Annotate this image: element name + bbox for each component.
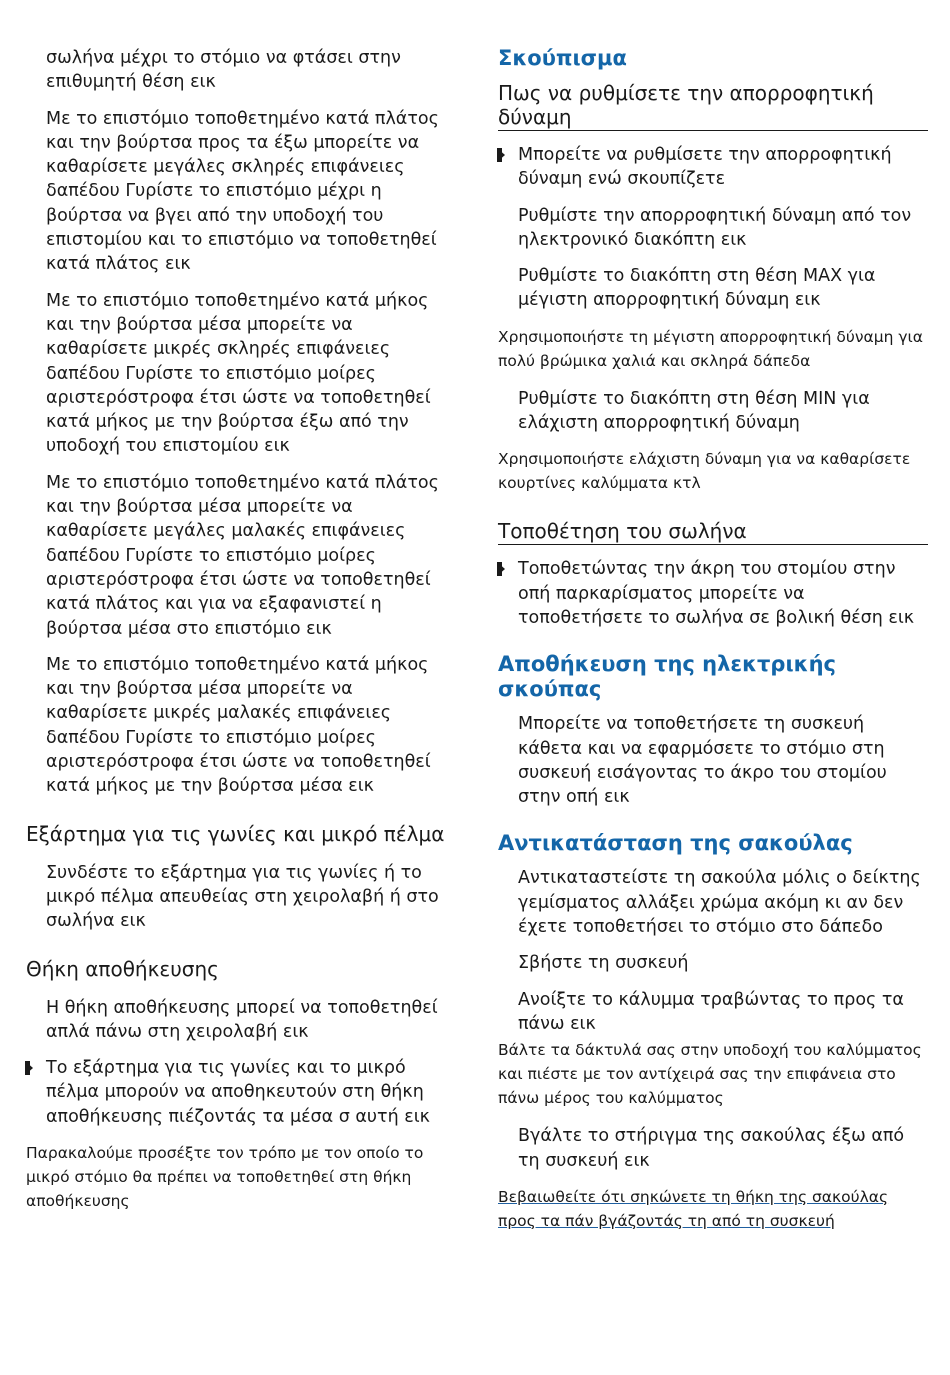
heading-replacing-bag: Αντικατάσταση της σακούλας [498, 831, 853, 856]
paragraph-large-soft-floors: Με το επιστόμιο τοποθετημένο κατά πλάτος και την βούρτσα μέσα μπορείτε να καθαρίσετε μεγάλες μαλακές επιφάνειες δαπέδου Γυρίστε το επιστόμιο μοίρες αριστερόστροφα έτσι ώστε να τοποθετηθεί κατά πλάτος και για να εξαφανιστεί η βούρτσα μέσα στο επιστόμιο εικ [46, 472, 439, 639]
paragraph-large-hard-floors: Με το επιστόμιο τοποθετημένο κατά πλάτος και την βούρτσα προς τα έξω μπορείτε να καθαρίσετε μεγάλες σκληρές επιφάνειες δαπέδου Γυρίστε το επιστόμιο μέχρι η βούρτσα να βγει από την υποδοχή του επιστομίου και το επιστόμιο να τοποθετηθεί κατά πλάτος εικ [46, 108, 439, 275]
paragraph-small-hard-floors: Με το επιστόμιο τοποθετημένο κατά μήκος και την βούρτσα μέσα μπορείτε να καθαρίσετε μικρές σκληρές επιφάνειες δαπέδου Γυρίστε το επιστόμιο μοίρες αριστερόστροφα έτσι ώστε να τοποθετηθεί κατά μήκος με την βούρτσα έξω από την υποδοχή του επιστομίου εικ [46, 290, 431, 457]
right-column [498, 46, 928, 1233]
paragraph-max-setting: Ρυθμίστε το διακόπτη στη θέση MAX για μέγιστη απορροφητική δύναμη εικ [518, 266, 876, 311]
bullet-adjust-suction: Μπορείτε να ρυθμίσετε την απορροφητική δύναμη ενώ σκουπίζετε [518, 143, 928, 192]
note-open-cover: Βάλτε τα δάκτυλά σας στην υποδοχή του καλύμματος και πιέστε με τον αντίχειρά σας την επιφάνεια στο πάνω μέρος του καλύμματος [498, 1041, 922, 1108]
heading-storage-case: Θήκη αποθήκευσης [26, 956, 219, 981]
paragraph-small-soft-floors: Με το επιστόμιο τοποθετημένο κατά μήκος και την βούρτσα μέσα μπορείτε να καθαρίσετε μικρές μαλακές επιφάνειες δαπέδου Γυρίστε το επιστόμιο μοίρες αριστερόστροφα έτσι ώστε να τοποθετηθεί κατά μήκος με την βούρτσα μέσα εικ [46, 654, 431, 797]
note-small-nozzle: Παρακαλούμε προσέξτε τον τρόπο με τον οποίο το μικρό στόμιο θα πρέπει να τοποθετηθεί στη θήκη αποθήκευσης [26, 1143, 424, 1210]
note-lift-bag-holder [498, 1185, 928, 1233]
paragraph-remove-bag-holder: Βγάλτε το στήριγμα της σακούλας έξω από τη συσκευή εικ [518, 1126, 905, 1171]
paragraph-nozzle-position: σωλήνα μέχρι το στόμιο να φτάσει στην επιθυμητή θέση εικ [46, 48, 401, 93]
paragraph-min-setting: Ρυθμίστε το διακόπτη στη θέση MIN για ελάχιστη απορροφητική δύναμη [518, 388, 870, 434]
heading-vacuuming: Σκούπισμα [498, 46, 627, 70]
heading-corner-accessory: Εξάρτημα για τις γωνίες και μικρό πέλμα [26, 821, 445, 846]
paragraph-electronic-switch: Ρυθμίστε την απορροφητική δύναμη από τον ηλεκτρονικό διακόπτη εικ [518, 205, 912, 250]
note-lift-line-2: προς τα πάν βγάζοντάς τη από τη συσκευή [498, 1211, 835, 1230]
bullet-store-accessories: Το εξάρτημα για τις γωνίες και το μικρό πέλμα μπορούν να αποθηκευτούν στη θήκη αποθήκευσης πιέζοντάς τα μέσα σ αυτή εικ [46, 1056, 456, 1129]
heading-tube-placement: Τοποθέτηση του σωλήνα [498, 519, 928, 545]
paragraph-connect-accessory: Συνδέστε το εξάρτημα για τις γωνίες ή το μικρό πέλμα απευθείας στη χειρολαβή ή στο σωλήνα εικ [46, 862, 439, 932]
paragraph-open-cover: Ανοίξτε το κάλυμμα τραβώντας το προς τα πάνω εικ [518, 989, 904, 1034]
paragraph-case-on-handle: Η θήκη αποθήκευσης μπορεί να τοποθετηθεί απλά πάνω στη χειρολαβή εικ [46, 997, 438, 1042]
heading-storing-vacuum: Αποθήκευση της ηλεκτρικής σκούπας [498, 652, 836, 702]
heading-suction-power: Πως να ρυθμίσετε την απορροφητική δύναμη [498, 81, 928, 131]
note-min-suction: Χρησιμοποιήστε ελάχιστη δύναμη για να καθαρίσετε κουρτίνες καλύμματα κτλ [498, 450, 911, 493]
paragraph-replace-bag: Αντικαταστείστε τη σακούλα μόλις ο δείκτης γεμίσματος αλλάξει χρώμα ακόμη κι αν δεν έχετε τοποθετήσει το στόμιο στο δάπεδο [518, 868, 921, 938]
note-lift-line-1: Βεβαιωθείτε ότι σηκώνετε τη θήκη της σακούλας [498, 1187, 889, 1206]
paragraph-switch-off: Σβήστε τη συσκευή [518, 953, 689, 974]
left-column [26, 46, 456, 1227]
note-max-suction: Χρησιμοποιήστε τη μέγιστη απορροφητική δύναμη για πολύ βρώμικα χαλιά και σκληρά δάπεδα [498, 327, 923, 370]
bullet-parking-slot: Τοποθετώντας την άκρη του στομίου στην οπή παρκαρίσματος μπορείτε να τοποθετήσετε το σωλήνα σε βολική θέση εικ [518, 557, 928, 630]
paragraph-upright-storage: Μπορείτε να τοποθετήσετε τη συσκευή κάθετα και να εφαρμόσετε το στόμιο στη συσκευή εισάγοντας το άκρο του στομίου στην οπή εικ [518, 714, 887, 808]
